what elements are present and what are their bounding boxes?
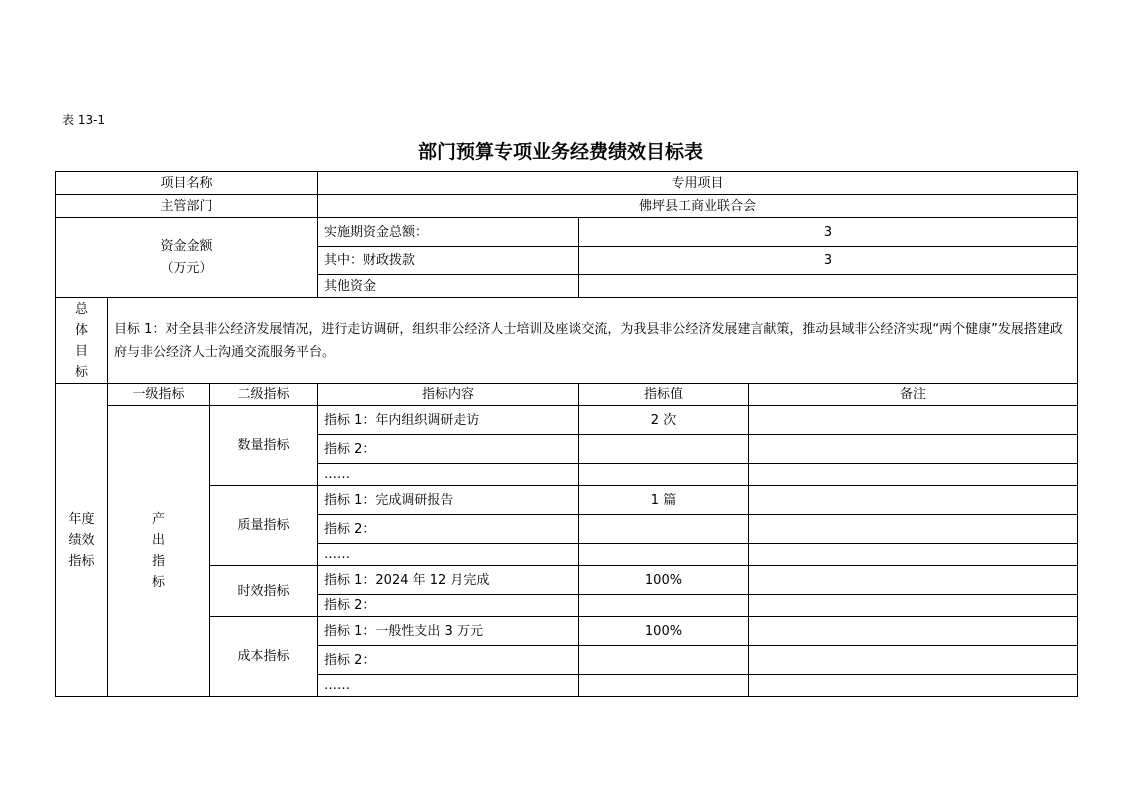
indicator-value — [579, 646, 749, 675]
performance-target-table — [55, 171, 1078, 697]
overall-goal-label: 总体目标 — [74, 301, 88, 380]
indicator-value — [579, 464, 749, 486]
indicator-content: 指标 2： — [318, 515, 579, 544]
level2-quality: 质量指标 — [210, 486, 318, 566]
indicator-note — [749, 544, 1078, 566]
header-note: 备注 — [749, 384, 1078, 406]
header-level1: 一级指标 — [108, 384, 210, 406]
indicator-content: …… — [318, 675, 579, 697]
indicator-note — [749, 406, 1078, 435]
overall-goal-text: 目标 1：对全县非公经济发展情况，进行走访调研，组织非公经济人士培训及座谈交流，为我县非公经济发展建言献策，推动县域非公经济实现“两个健康”发展搭建政府与非公经济人士沟通交流服务平台。 — [108, 298, 1078, 384]
indicator-value: 1 篇 — [579, 486, 749, 515]
indicator-note — [749, 515, 1078, 544]
funds-fiscal-label: 其中：财政拨款 — [318, 247, 579, 275]
funds-amount-cell — [56, 218, 318, 298]
indicator-note — [749, 464, 1078, 486]
indicator-content: 指标 2： — [318, 435, 579, 464]
page-title: 部门预算专项业务经费绩效目标表 — [417, 141, 703, 163]
project-name-value: 专用项目 — [318, 172, 1078, 195]
department-value: 佛坪县工商业联合会 — [318, 195, 1078, 218]
level1-cell — [108, 406, 210, 697]
indicator-value: 2 次 — [579, 406, 749, 435]
level2-cost: 成本指标 — [210, 617, 318, 697]
indicator-note — [749, 617, 1078, 646]
indicator-note — [749, 486, 1078, 515]
funds-total-label: 实施期资金总额： — [318, 218, 579, 247]
indicator-note — [749, 435, 1078, 464]
header-level2: 二级指标 — [210, 384, 318, 406]
level2-quantity: 数量指标 — [210, 406, 318, 486]
indicator-value — [579, 515, 749, 544]
funds-label: 资金金额 — [160, 238, 213, 254]
indicator-note — [749, 566, 1078, 595]
department-label: 主管部门 — [56, 195, 318, 218]
indicator-value — [579, 435, 749, 464]
overall-goal-label-cell — [56, 298, 108, 384]
funds-total-value: 3 — [579, 218, 1078, 247]
indicator-content: 指标 1：年内组织调研走访 — [318, 406, 579, 435]
indicator-value — [579, 595, 749, 617]
funds-other-value — [579, 275, 1078, 298]
indicator-content: 指标 1：一般性支出 3 万元 — [318, 617, 579, 646]
indicator-content: 指标 2： — [318, 595, 579, 617]
indicator-value: 100% — [579, 617, 749, 646]
indicator-content: 指标 2： — [318, 646, 579, 675]
indicator-note — [749, 646, 1078, 675]
indicator-value — [579, 675, 749, 697]
indicator-content: 指标 1：完成调研报告 — [318, 486, 579, 515]
indicator-note — [749, 595, 1078, 617]
table-number: 表 13-1 — [62, 113, 106, 127]
indicator-value — [579, 544, 749, 566]
header-value: 指标值 — [579, 384, 749, 406]
annual-indicator-label-cell — [56, 384, 108, 697]
indicator-content: …… — [318, 464, 579, 486]
funds-fiscal-value: 3 — [579, 247, 1078, 275]
header-content: 指标内容 — [318, 384, 579, 406]
annual-indicator-label: 年度绩效指标 — [68, 511, 95, 569]
funds-unit: （万元） — [160, 260, 213, 276]
indicator-content: …… — [318, 544, 579, 566]
indicator-content: 指标 1：2024 年 12 月完成 — [318, 566, 579, 595]
funds-other-label: 其他资金 — [318, 275, 579, 298]
level1-output-indicator: 产出指标 — [151, 512, 165, 590]
indicator-note — [749, 675, 1078, 697]
level2-timeliness: 时效指标 — [210, 566, 318, 617]
indicator-value: 100% — [579, 566, 749, 595]
project-name-label: 项目名称 — [56, 172, 318, 195]
